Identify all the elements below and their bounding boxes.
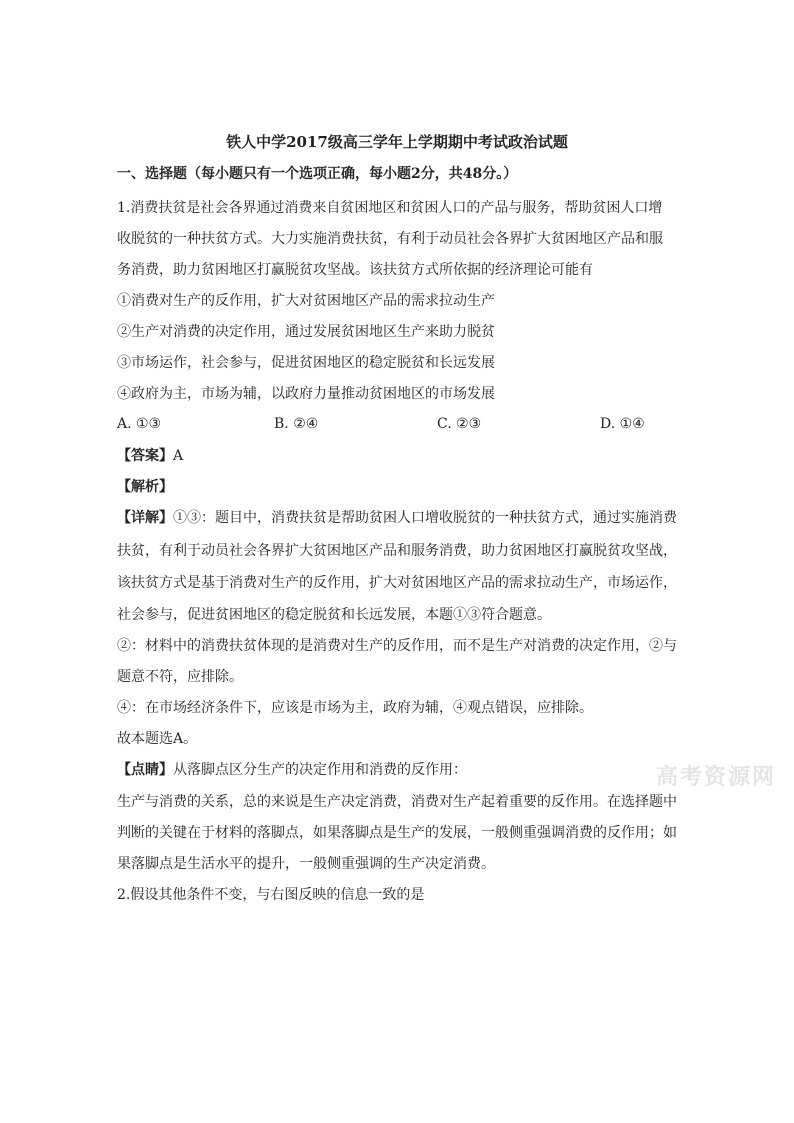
q1-detail-line: 故本题选A。 — [117, 731, 198, 747]
q1-stem-line: 1.消费扶贫是社会各界通过消费来自贫困地区和贫困人口的产品与服务，帮助贫困人口增 — [117, 200, 663, 216]
page-title: 铁人中学2017级高三学年上学期期中考试政治试题 — [226, 133, 568, 151]
q1-option-d: D. ①④ — [600, 416, 645, 432]
q1-tip-line: 生产与消费的关系，总的来说是生产决定消费，消费对生产起着重要的反作用。在选择题中 — [117, 794, 677, 810]
q1-statement: ③市场运作，社会参与，促进贫困地区的稳定脱贫和长远发展 — [117, 355, 495, 371]
q1-option-b: B. ②④ — [274, 416, 319, 432]
section-heading: 一、选择题（每小题只有一个选项正确，每小题2分，共48分。） — [117, 166, 518, 182]
q1-detail-line: 社会参与，促进贫困地区的稳定脱贫和长远发展，本题①③符合题意。 — [117, 607, 551, 623]
answer-value: A — [173, 448, 184, 464]
q1-tip-line: 判断的关键在于材料的落脚点，如果落脚点是生产的发展，一般侧重强调消费的反作用；如 — [117, 825, 677, 841]
q1-detail-line: 该扶贫方式是基于消费对生产的反作用，扩大对贫困地区产品的需求拉动生产，市场运作， — [117, 575, 677, 591]
q1-tip-line — [117, 760, 467, 780]
q1-stem-line: 务消费，助力贫困地区打赢脱贫攻坚战。该扶贫方式所依据的经济理论可能有 — [117, 262, 593, 278]
q2-stem: 2.假设其他条件不变，与右图反映的信息一致的是 — [117, 887, 425, 903]
q1-detail-line: 题意不符，应排除。 — [117, 669, 243, 685]
tip-label: 【点睛】 — [117, 762, 173, 778]
detail-text: ①③：题目中，消费扶贫是帮助贫困人口增收脱贫的一种扶贫方式，通过实施消费 — [173, 510, 677, 526]
q1-option-c: C. ②③ — [437, 416, 482, 432]
q1-answer — [117, 446, 183, 466]
analysis-label: 【解析】 — [117, 479, 173, 495]
q1-tip-line: 果落脚点是生活水平的提升，一般侧重强调的生产决定消费。 — [117, 856, 495, 872]
answer-label: 【答案】 — [117, 448, 173, 464]
q1-stem-line: 收脱贫的一种扶贫方式。大力实施消费扶贫，有利于动员社会各界扩大贫困地区产品和服 — [117, 231, 663, 247]
watermark: 高考资源网 — [656, 764, 777, 790]
tip-text: 从落脚点区分生产的决定作用和消费的反作用： — [173, 762, 467, 778]
q1-statement: ④政府为主，市场为辅，以政府力量推动贫困地区的市场发展 — [117, 386, 495, 402]
detail-label: 【详解】 — [117, 510, 173, 526]
q1-detail-line: ②：材料中的消费扶贫体现的是消费对生产的反作用，而不是生产对消费的决定作用，②与 — [117, 638, 677, 654]
q1-option-a: A. ①③ — [117, 416, 162, 432]
q1-detail-line: ④：在市场经济条件下，应该是市场为主，政府为辅，④观点错误，应排除。 — [117, 700, 593, 716]
q1-detail-line — [117, 508, 677, 528]
q1-statement: ②生产对消费的决定作用，通过发展贫困地区生产来助力脱贫 — [117, 324, 495, 340]
q1-statement: ①消费对生产的反作用，扩大对贫困地区产品的需求拉动生产 — [117, 293, 495, 309]
q1-detail-line: 扶贫，有利于动员社会各界扩大贫困地区产品和服务消费，助力贫困地区打赢脱贫攻坚战， — [117, 543, 677, 559]
